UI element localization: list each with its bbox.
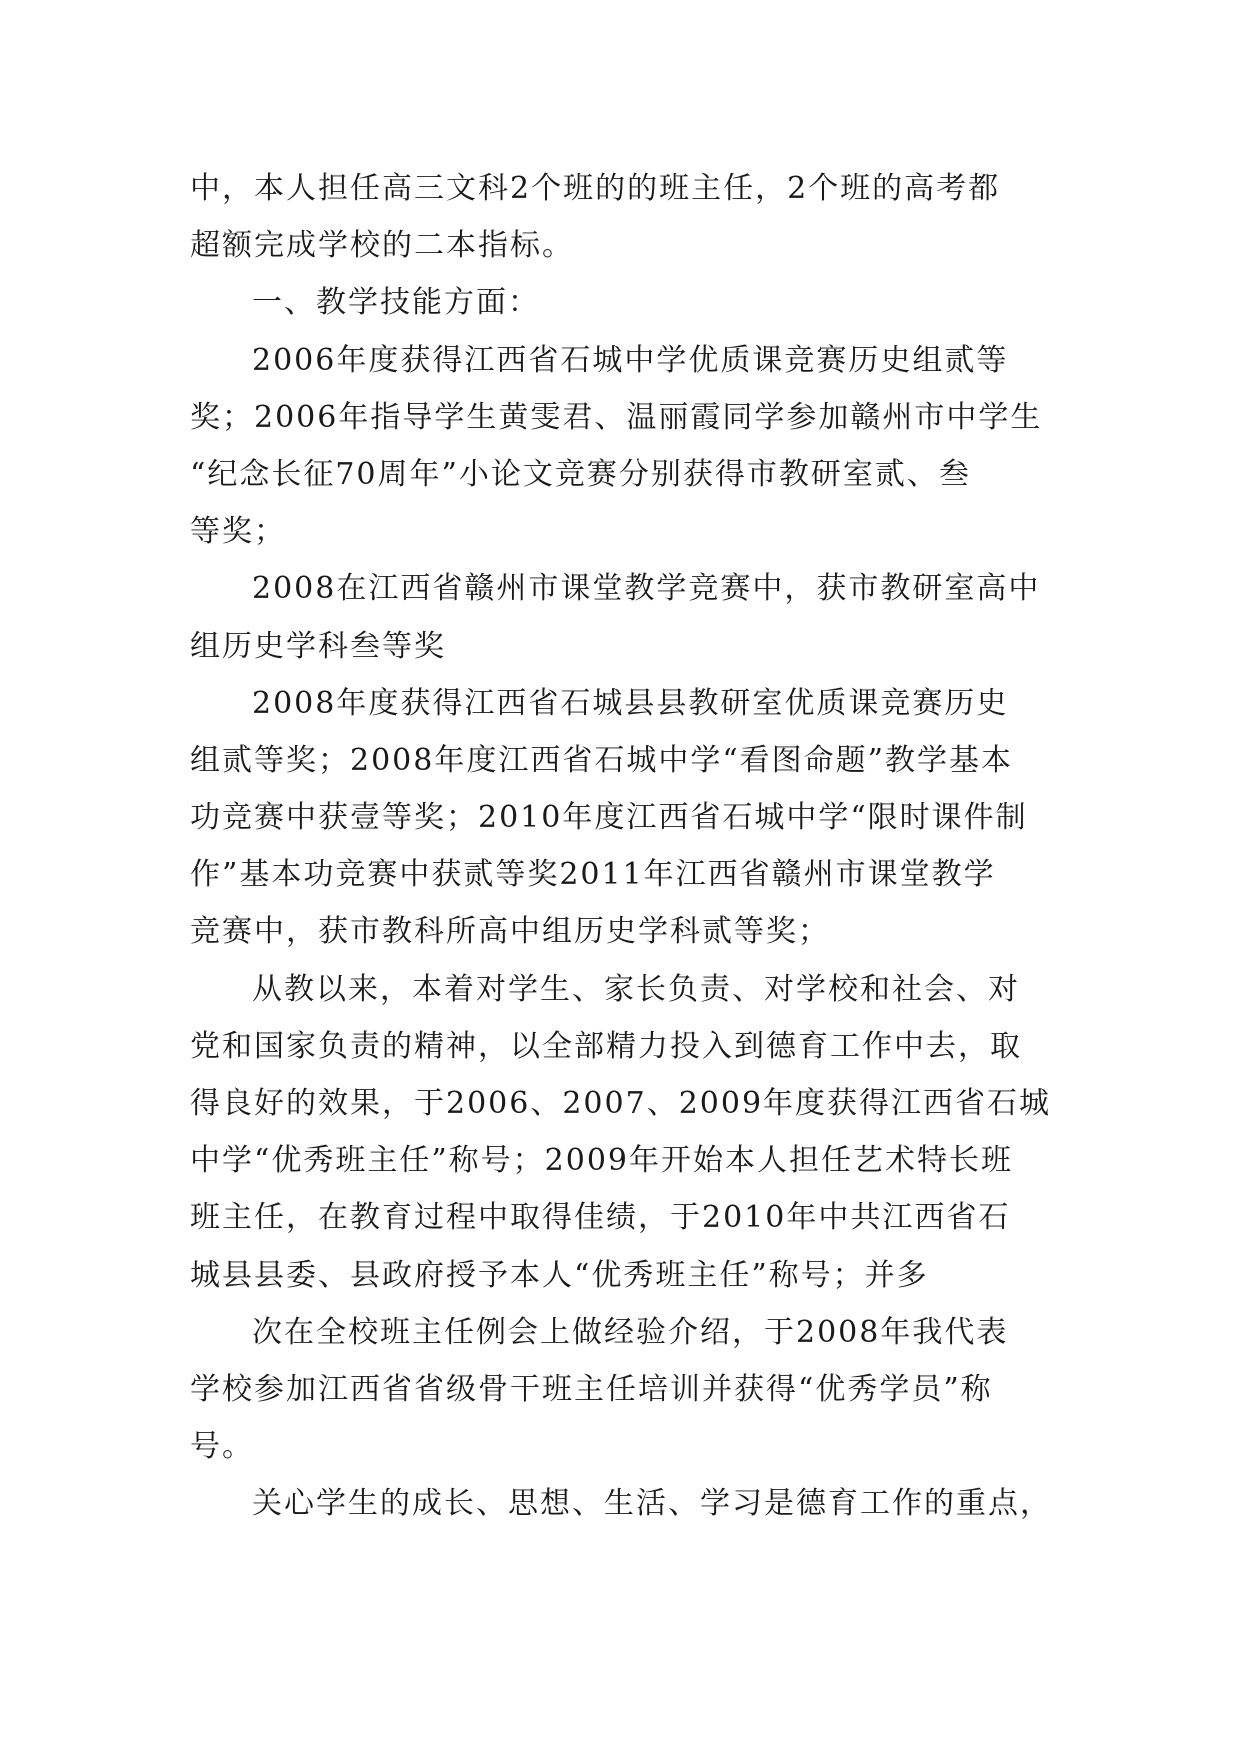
text-line: 中学“优秀班主任”称号；2009年开始本人担任艺术特长班 (190, 1143, 1014, 1179)
text-line: 竞赛中，获市教科所高中组历史学科贰等奖； (190, 914, 830, 950)
text-line: 城县县委、县政府授予本人“优秀班主任”称号；并多 (190, 1257, 929, 1293)
text-line: 2008在江西省赣州市课堂教学竞赛中，获市教研室高中 (252, 571, 1041, 607)
text-line: 得良好的效果，于2006、2007、2009年度获得江西省石城 (190, 1086, 1052, 1121)
text-line: 组贰等奖；2008年度江西省石城中学“看图命题”教学基本 (190, 742, 1014, 778)
text-line: 关心学生的成长、思想、生活、学习是德育工作的重点， (252, 1486, 1052, 1522)
text-line: 2006年度获得江西省石城中学优质课竞赛历史组贰等 (252, 342, 1009, 378)
text-line: 学校参加江西省省级骨干班主任培训并获得“优秀学员”称 (190, 1371, 993, 1407)
text-line: 号。 (190, 1429, 254, 1465)
text-line: 等奖； (190, 514, 286, 550)
text-line: “纪念长征70周年”小论文竞赛分别获得市教研室贰、叁 (190, 456, 971, 492)
section-heading: 一、教学技能方面： (252, 285, 540, 321)
text-line: 功竞赛中获壹等奖；2010年度江西省石城中学“限时课件制 (190, 800, 1028, 836)
text-line: 奖；2006年指导学生黄雯君、温丽霞同学参加赣州市中学生 (190, 399, 1043, 435)
text-line: 从教以来，本着对学生、家长负责、对学校和社会、对 (252, 971, 1020, 1007)
text-line: 次在全校班主任例会上做经验介绍，于2008年我代表 (252, 1314, 1009, 1350)
text-line: 中，本人担任高三文科2个班的的班主任，2个班的高考都 (190, 171, 1001, 206)
text-line: 党和国家负责的精神，以全部精力投入到德育工作中去，取 (190, 1028, 1022, 1064)
text-line: 班主任，在教育过程中取得佳绩，于2010年中共江西省石 (190, 1200, 1011, 1236)
text-line: 组历史学科叁等奖 (190, 628, 446, 664)
text-line: 作”基本功竞赛中获贰等奖2011年江西省赣州市课堂教学 (190, 857, 996, 893)
text-line: 2008年度获得江西省石城县县教研室优质课竞赛历史 (252, 685, 1009, 721)
document-body (190, 160, 1060, 1533)
text-line: 超额完成学校的二本指标。 (190, 228, 574, 264)
